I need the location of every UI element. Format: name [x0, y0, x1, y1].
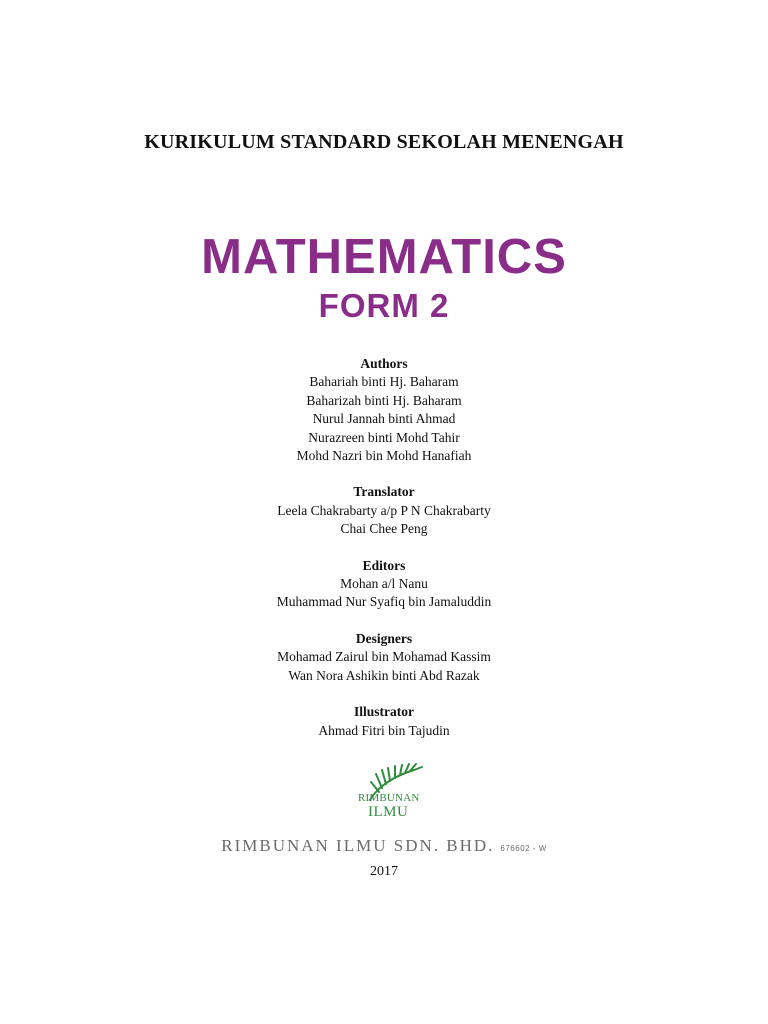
author-name: Bahariah binti Hj. Baharam — [309, 374, 459, 390]
curriculum-heading: KURIKULUM STANDARD SEKOLAH MENENGAH — [144, 131, 624, 153]
book-title: MATHEMATICS — [201, 230, 567, 284]
editor-name: Mohan a/l Nanu — [340, 576, 428, 592]
publisher-line — [0, 836, 768, 856]
author-name: Mohd Nazri bin Mohd Hanafiah — [296, 448, 472, 464]
editors-group — [0, 557, 768, 612]
publisher-logo — [352, 762, 432, 832]
designer-name: Mohamad Zairul bin Mohamad Kassim — [277, 649, 491, 665]
illustrator-heading: Illustrator — [354, 704, 414, 720]
publication-year: 2017 — [370, 864, 398, 879]
credits-block — [0, 355, 768, 758]
illustrator-group — [0, 703, 768, 740]
author-name: Baharizah binti Hj. Baharam — [306, 392, 462, 408]
authors-heading: Authors — [360, 356, 408, 371]
translator-heading: Translator — [353, 484, 415, 500]
translator-name: Chai Chee Peng — [340, 521, 428, 537]
logo-word-bottom: ILMU — [368, 804, 409, 820]
translator-name: Leela Chakrabarty a/p P N Chakrabarty — [277, 502, 491, 518]
designers-group — [0, 630, 768, 685]
editors-heading: Editors — [362, 557, 406, 573]
translator-group — [0, 483, 768, 538]
publisher-name: RIMBUNAN ILMU SDN. BHD. — [221, 836, 495, 855]
author-name: Nurazreen binti Mohd Tahir — [308, 429, 460, 445]
book-subtitle: FORM 2 — [318, 287, 450, 324]
illustrator-name: Ahmad Fitri bin Tajudin — [318, 722, 450, 738]
publisher-registration: 676602 - W — [500, 844, 547, 853]
designers-heading: Designers — [355, 630, 413, 646]
designer-name: Wan Nora Ashikin binti Abd Razak — [288, 667, 480, 683]
author-name: Nurul Jannah binti Ahmad — [312, 411, 456, 427]
logo-word-top: RIMBUNAN — [358, 792, 420, 804]
editor-name: Muhammad Nur Syafiq bin Jamaluddin — [276, 594, 492, 610]
authors-group — [0, 355, 768, 465]
